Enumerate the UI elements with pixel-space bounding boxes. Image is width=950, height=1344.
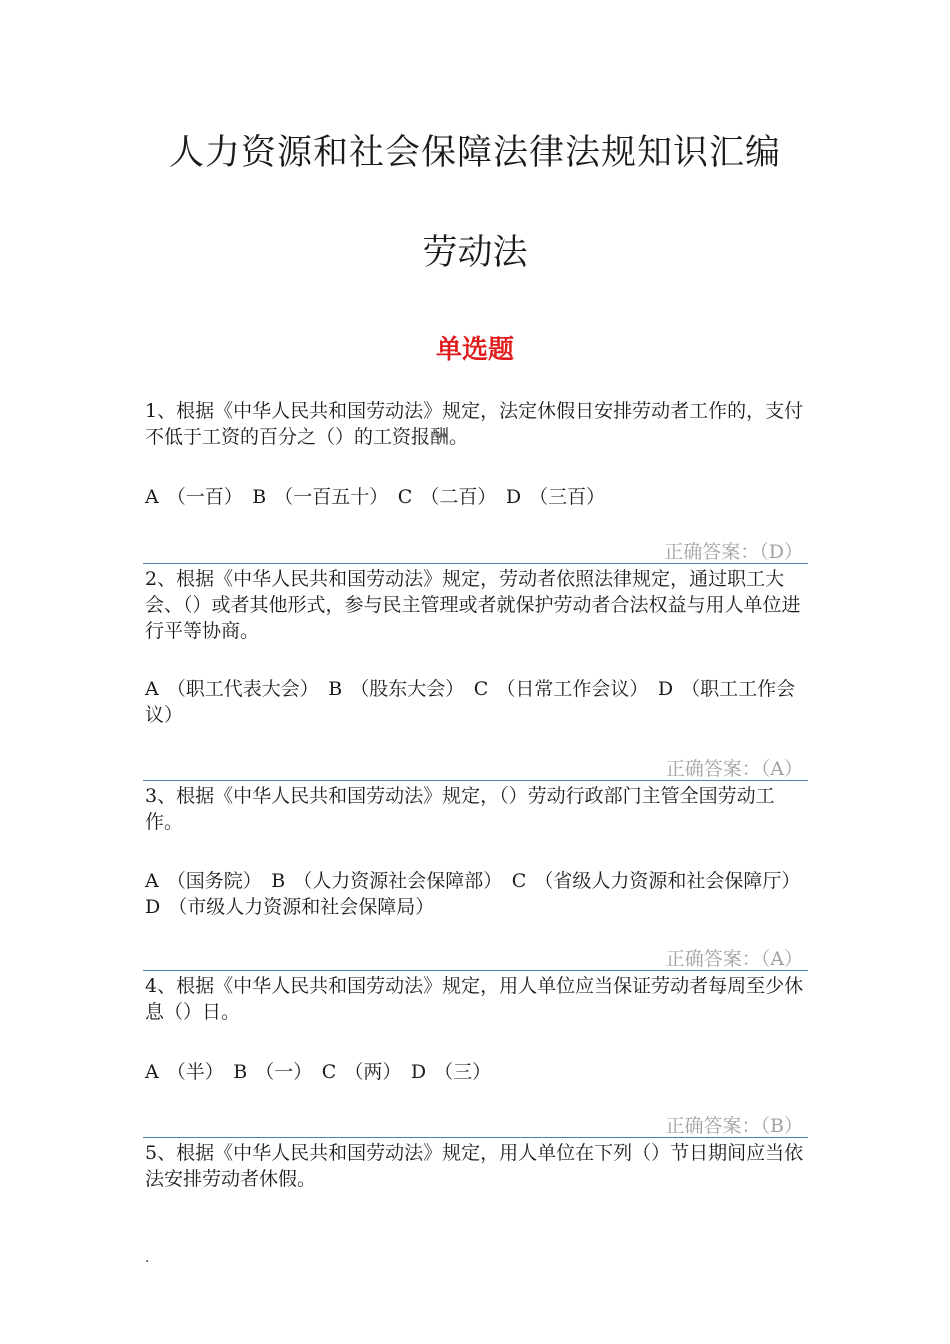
question-2-text: 2、根据《中华人民共和国劳动法》规定，劳动者依照法律规定，通过职工大会、（）或者其他形式，参与民主管理或者就保护劳动者合法权益与用人单位进行平等协商。 [145, 568, 801, 642]
question-1-text: 1、根据《中华人民共和国劳动法》规定，法定休假日安排劳动者工作的，支付不低于工资的百分之（）的工资报酬。 [145, 400, 804, 448]
question-2-options: A （职工代表大会） B （股东大会） C （日常工作会议） D （职工工作会议） [145, 678, 796, 726]
section-heading: 单选题 [435, 335, 514, 365]
question-1-options: A （一百） B （一百五十） C （二百） D （三百） [145, 486, 606, 508]
question-1-answer: 正确答案：（D） [664, 541, 803, 563]
question-2-answer: 正确答案：（A） [665, 758, 803, 780]
question-3-answer: 正确答案：（A） [665, 948, 803, 970]
question-1-divider [143, 563, 808, 564]
question-3-options: A （国务院） B （人力资源社会保障部） C （省级人力资源和社会保障厅） D （市级人力资源和社会保障局） [145, 870, 810, 918]
document-subtitle: 劳动法 [422, 233, 528, 273]
question-4-options: A （半） B （一） C （两） D （三） [145, 1061, 492, 1083]
question-5-text: 5、根据《中华人民共和国劳动法》规定，用人单位在下列（）节日期间应当依法安排劳动者休假。 [145, 1142, 804, 1190]
question-3-divider [143, 970, 808, 971]
question-4-divider [143, 1137, 808, 1138]
question-3-text: 3、根据《中华人民共和国劳动法》规定，（）劳动行政部门主管全国劳动工作。 [145, 785, 775, 833]
question-4-answer: 正确答案：（B） [665, 1115, 803, 1137]
question-2-divider [143, 780, 808, 781]
page-mark: . [145, 1250, 150, 1266]
question-4-text: 4、根据《中华人民共和国劳动法》规定，用人单位应当保证劳动者每周至少休息（）日。 [145, 975, 804, 1023]
document-title: 人力资源和社会保障法律法规知识汇编 [168, 133, 781, 173]
